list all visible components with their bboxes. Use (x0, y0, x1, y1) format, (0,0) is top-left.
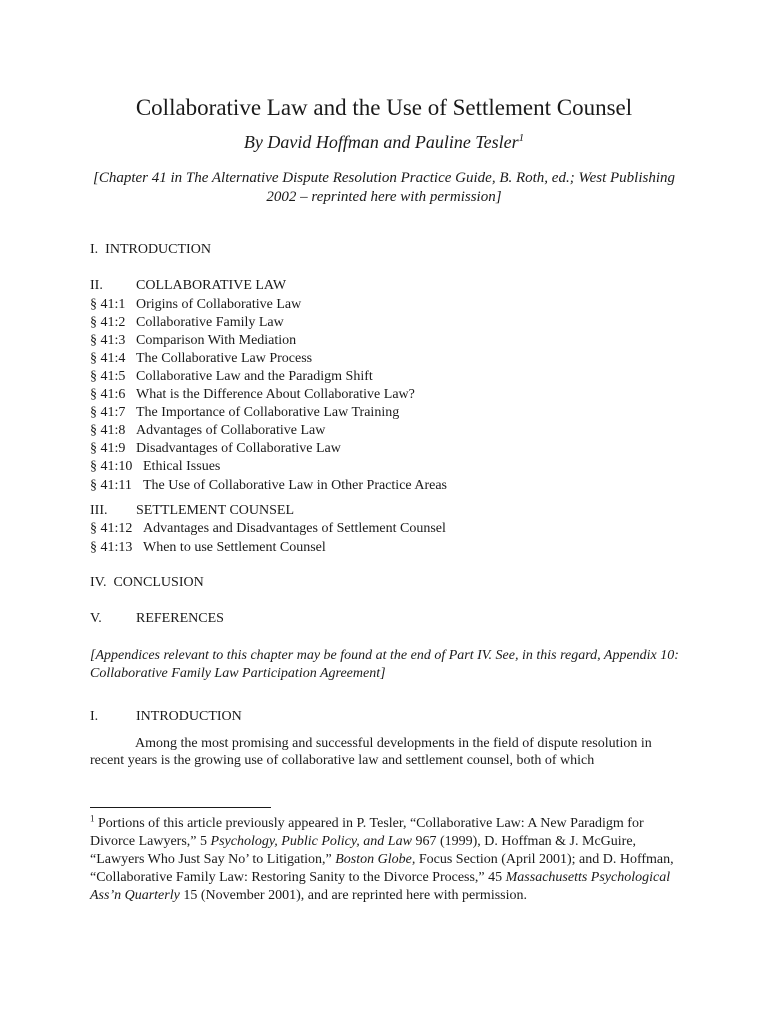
toc-part-label: COLLABORATIVE LAW (136, 278, 287, 293)
appendix-note: [Appendices relevant to this chapter may be found at the end of Part IV. See, in this regard, Appendix 10: Collaborative Family Law Participation Agreement] (90, 648, 679, 681)
toc-part-settlement-counsel (90, 502, 294, 520)
chapter-note: [Chapter 41 in The Alternative Dispute Resolution Practice Guide, B. Roth, ed.; West Publishing 2002 – reprinted here with permission] (92, 170, 675, 205)
toc-part-label: REFERENCES (136, 611, 224, 626)
toc-part-label: INTRODUCTION (105, 242, 211, 257)
toc-part-number: V. (90, 611, 102, 626)
toc-item-section: § 41:2 (90, 315, 126, 330)
toc-item-text: Disadvantages of Collaborative Law (136, 441, 341, 456)
toc-item-section: § 41:7 (90, 405, 126, 420)
toc-part-label: SETTLEMENT COUNSEL (136, 503, 295, 518)
section-number: I. (90, 709, 99, 724)
byline-text: By David Hoffman and Pauline Tesler (243, 132, 519, 152)
footnote-citation-italic: Massachusetts Psychological Ass’n Quarterly (90, 870, 671, 903)
toc-item-text: Origins of Collaborative Law (136, 297, 302, 312)
toc-item-text: Ethical Issues (143, 459, 221, 474)
toc-part-number: I. (90, 242, 99, 257)
toc-item (90, 422, 325, 440)
toc-item-text: Advantages of Collaborative Law (136, 423, 326, 438)
byline (0, 131, 768, 153)
document-title: Collaborative Law and the Use of Settlement Counsel (135, 95, 633, 120)
toc-item (90, 520, 446, 538)
toc-item-text: Collaborative Law and the Paradigm Shift (136, 369, 373, 384)
section-heading-introduction (90, 708, 242, 726)
footnote-mark: 1 (90, 813, 95, 824)
toc-item (90, 296, 301, 314)
section-heading: INTRODUCTION (136, 709, 242, 724)
toc-item-section: § 41:5 (90, 369, 126, 384)
toc-part-number: IV. (90, 575, 107, 590)
toc-part-introduction (90, 241, 211, 259)
toc-item-section: § 41:13 (90, 540, 133, 555)
toc-item (90, 386, 415, 404)
footnote-text: Focus Section (April 2001); and D. Hoffman, “Collaborative Family Law: Restoring Sanity to the Divorce Process,” 45 (90, 852, 674, 885)
toc-item-section: § 41:1 (90, 297, 126, 312)
body-paragraph: Among the most promising and successful developments in the field of dispute resolution in recent years is the growing use of collaborative law and settlement counsel, both of which (90, 736, 652, 768)
toc-part-label: CONCLUSION (113, 575, 204, 590)
toc-item-text: Collaborative Family Law (136, 315, 284, 330)
toc-part-number: III. (90, 503, 108, 518)
toc-part-references (90, 610, 224, 628)
toc-item-text: What is the Difference About Collaborative Law? (136, 387, 415, 402)
toc-item (90, 477, 447, 495)
toc-item (90, 314, 284, 332)
byline-footnote-mark[interactable]: 1 (518, 132, 525, 144)
toc-item-text: Comparison With Mediation (136, 333, 297, 348)
toc-item-text: The Collaborative Law Process (136, 351, 313, 366)
toc-item (90, 458, 220, 476)
toc-item (90, 539, 326, 557)
toc-item (90, 332, 296, 350)
toc-item (90, 404, 399, 422)
footnote (90, 815, 682, 905)
toc-item-section: § 41:11 (90, 478, 132, 493)
toc-part-conclusion (90, 574, 204, 592)
footnote-separator (90, 807, 271, 808)
toc-item (90, 368, 373, 386)
footnote-text: 967 (1999), D. Hoffman & J. McGuire, “Lawyers Who Just Say No’ to Litigation,” (90, 834, 637, 867)
toc-item-text: Advantages and Disadvantages of Settlement Counsel (143, 521, 446, 536)
toc-item-text: The Use of Collaborative Law in Other Practice Areas (143, 478, 448, 493)
toc-item (90, 440, 341, 458)
toc-item-text: The Importance of Collaborative Law Training (136, 405, 400, 420)
footnote-text: 15 (November 2001), and are reprinted here with permission. (179, 888, 527, 903)
toc-item-section: § 41:4 (90, 351, 126, 366)
footnote-citation-italic: Psychology, Public Policy, and Law (210, 834, 412, 849)
toc-item-section: § 41:9 (90, 441, 126, 456)
toc-item-section: § 41:8 (90, 423, 126, 438)
footnote-text: Portions of this article previously appeared in P. Tesler, “Collaborative Law: A New Paradigm for Divorce Lawyers,” 5 (90, 816, 644, 849)
toc-item-section: § 41:3 (90, 333, 126, 348)
toc-item-text: When to use Settlement Counsel (143, 540, 326, 555)
toc-part-number: II. (90, 278, 103, 293)
toc-item-section: § 41:12 (90, 521, 133, 536)
footnote-citation-italic: Boston Globe, (335, 852, 416, 867)
toc-item-section: § 41:10 (90, 459, 133, 474)
toc-item (90, 350, 312, 368)
toc-part-collaborative-law (90, 277, 286, 295)
toc-item-section: § 41:6 (90, 387, 126, 402)
